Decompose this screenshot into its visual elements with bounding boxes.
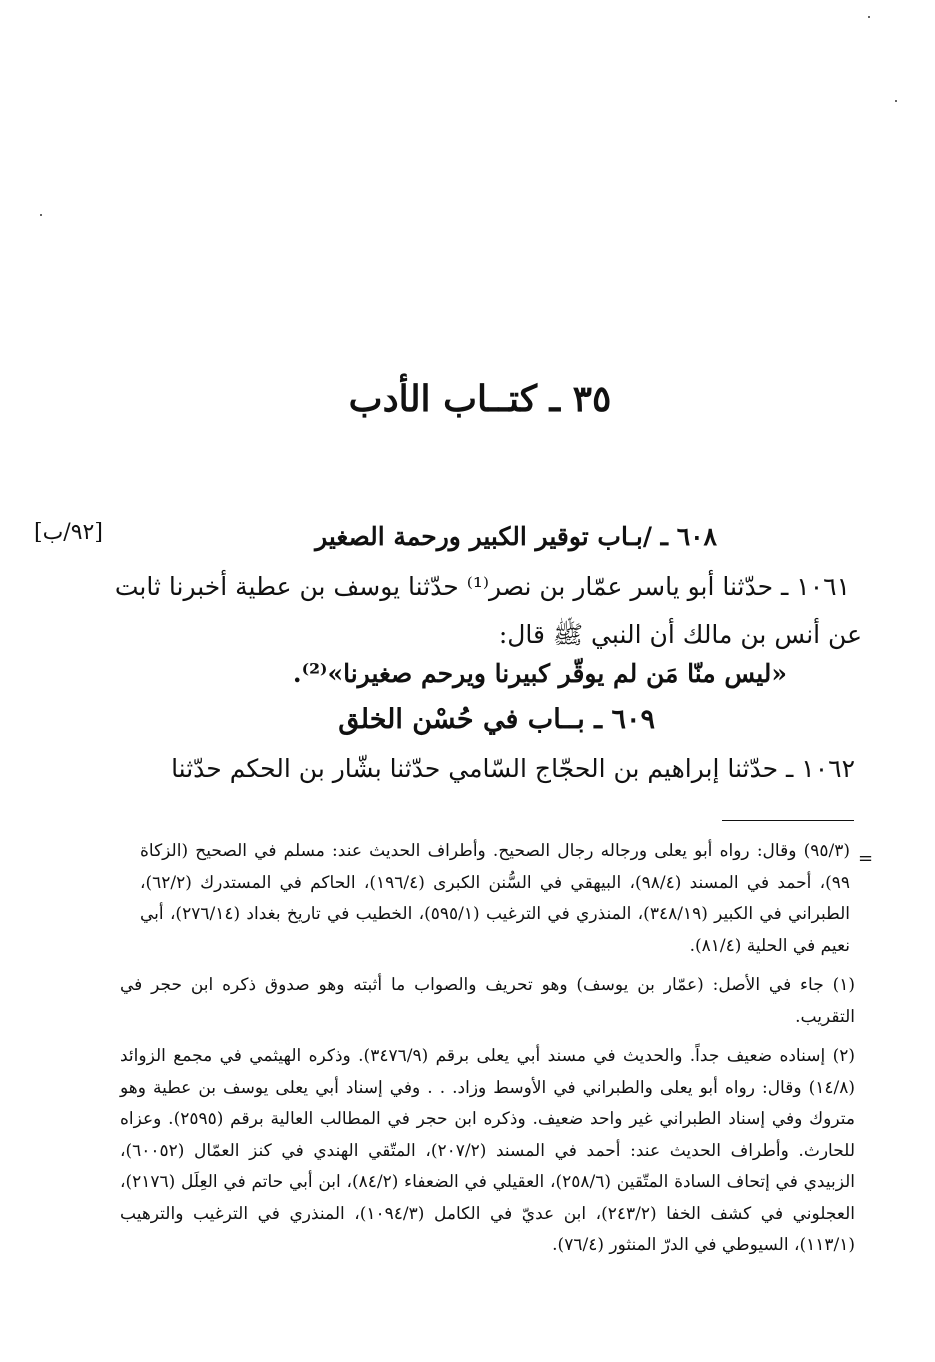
footnote-2: (٢) إسناده ضعيف جداً. والحديث في مسند أبي يعلى برقم (٣٤٧٦/٩). وذكره الهيثمي في مجمع الزوائد (١٤/٨) وقال: رواه أبو يعلى والطبراني في الأوسط وزاد. . . وفي إسناد أبي يعلى يوسف بن عطية وهو متروك وفي إسناد الطبراني غير واحد ضعيف. وذكره ابن حجر في المطالب العالية برقم (٢٥٩٥). وعزاه للحارث. وأطراف الحديث عند: أحمد في المسند (٢٠٧/٢)، المتّقي الهندي في كنز العمّال (٦٠٠٥٢)، الزبيدي في إتحاف السادة المتّقين (٢٥٨/٦)، العقيلي في الضعفاء (٨٤/٢)، ابن أبي حاتم في العِلَل (٢١٧٦)، العجلوني في كشف الخفا (٢٤٣/٢)، ابن عديّ في الكامل (١٠٩٤/٣)، المنذري في الترغيب والترهيب (١١٣/١)، السيوطي في الدرّ المنثور (٧٦/٤). bbox=[120, 1046, 855, 1255]
footnote-continuation-marker: = bbox=[858, 848, 874, 869]
bab-heading-608: ٦٠٨ ـ /بـاب توقير الكبير ورحمة الصغير bbox=[315, 522, 717, 551]
hadith-1061-line-1: ١٠٦١ ـ حدّثنا أبو ياسر عمّار بن نصر⁽¹⁾ حدّثنا يوسف بن عطية أخبرنا ثابت bbox=[114, 572, 850, 601]
scan-speck bbox=[40, 214, 42, 216]
scan-speck bbox=[895, 100, 897, 102]
folio-marker: [٩٢/ب] bbox=[34, 520, 103, 545]
footnote-1: (١) جاء في الأصل: (عمّار بن يوسف) وهو تحريف والصواب ما أثبته وهو صدوق ذكره ابن حجر في التقريب. bbox=[120, 975, 855, 1027]
hadith-1061-text: «ليس منّا مَن لم يوقّر كبيرنا ويرحم صغيرنا»⁽²⁾. bbox=[292, 659, 787, 688]
hadith-1061-line-2: عن أنس بن مالك أن النبي ﷺ قال: bbox=[498, 620, 862, 649]
chapter-title: ٣٥ ـ كتــاب الأدب bbox=[348, 378, 612, 420]
scan-speck bbox=[868, 16, 870, 18]
footnote-continued: (٩٥/٣) وقال: رواه أبو يعلى ورجاله رجال الصحيح. وأطراف الحديث عند: مسلم في الصحيح (الزكاة ٩٩)، أحمد في المسند (٩٨/٤)، البيهقي في السُّنن الكبرى (١٩٦/٤)، الحاكم في المستدرك (٦٢/٢)، الطبراني في الكبير (٣٤٨/١٩)، المنذري في الترغيب (٥٩٥/١)، الخطيب في تاريخ بغداد (٢٧٦/١٤)، أبي نعيم في الحلية (٨١/٤). bbox=[140, 841, 851, 956]
footnote-separator bbox=[722, 820, 854, 821]
hadith-1062-line-1: ١٠٦٢ ـ حدّثنا إبراهيم بن الحجّاج السّامي حدّثنا بشّار بن الحكم حدّثنا bbox=[171, 754, 855, 783]
bab-heading-609: ٦٠٩ ـ بــاب في حُسْن الخلق bbox=[338, 704, 655, 735]
